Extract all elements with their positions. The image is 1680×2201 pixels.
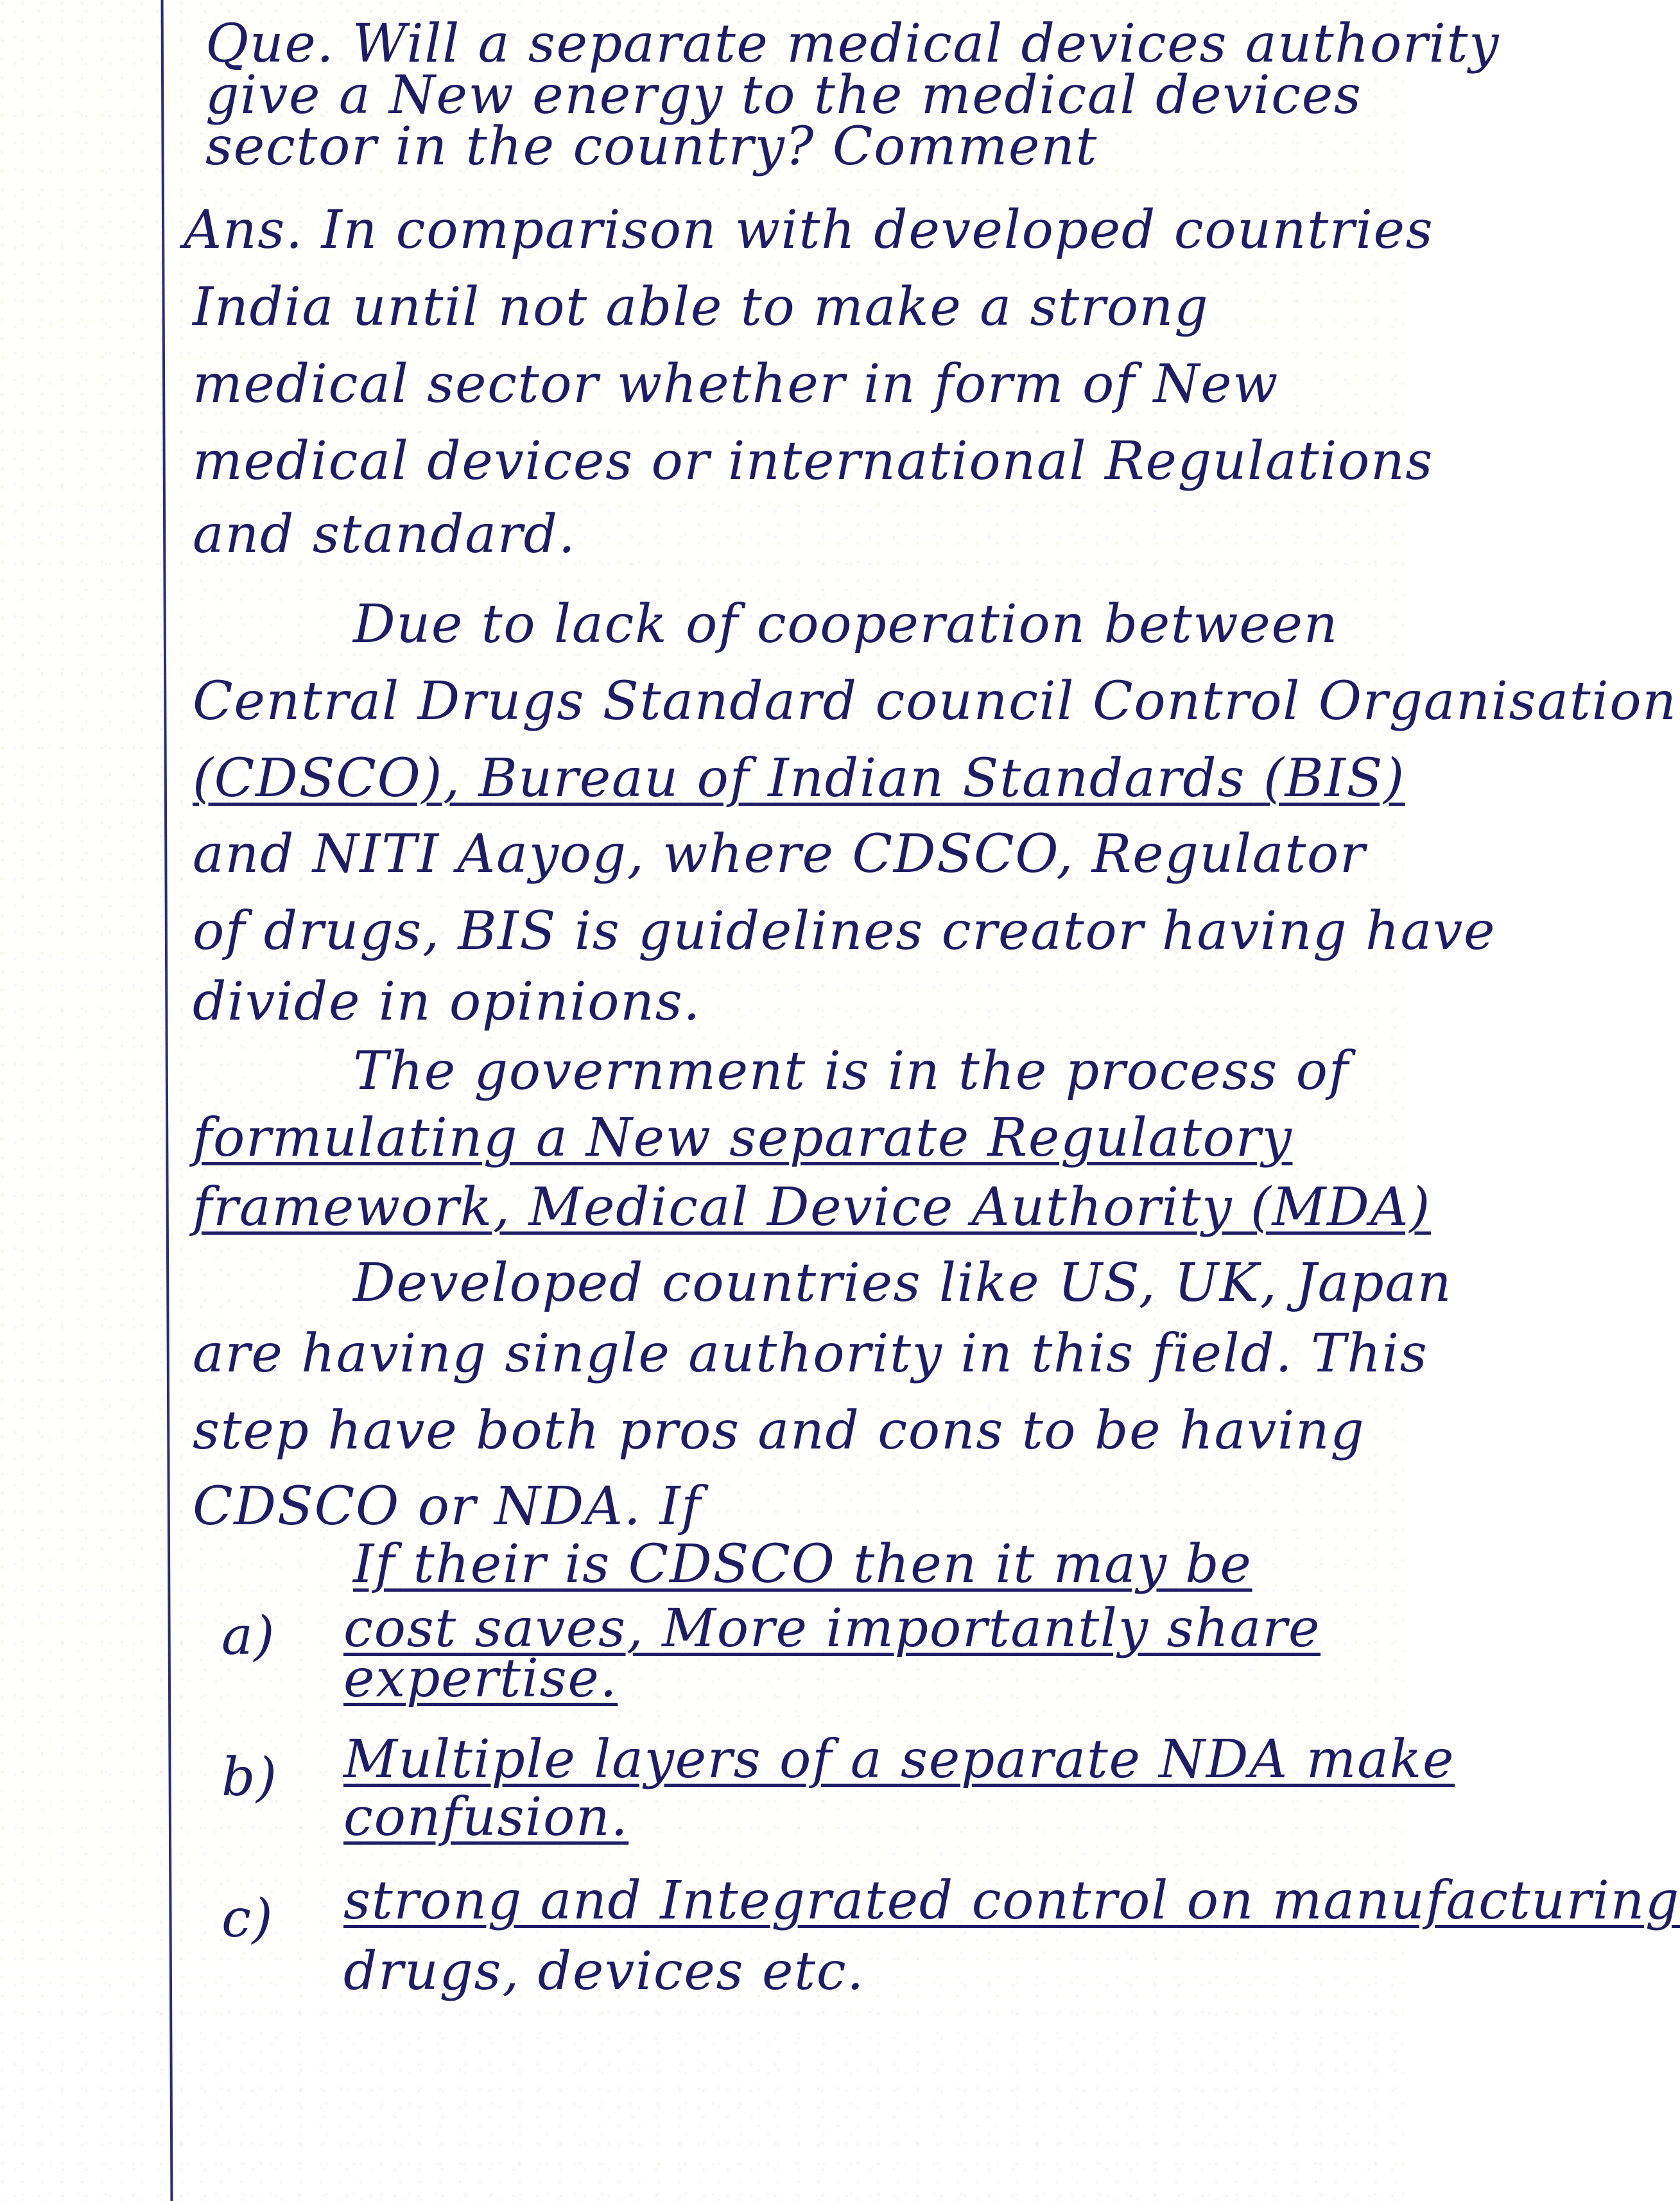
page-margin-line (161, 0, 173, 2201)
paragraph-4-line-3: step have both pros and cons to be having (193, 1400, 1365, 1461)
paragraph-3-line-3: framework, Medical Device Authority (MDA) (193, 1177, 1432, 1238)
paragraph-3-line-2: formulating a New separate Regulatory (193, 1108, 1293, 1169)
paragraph-3-line-1: The government is in the process of (353, 1041, 1349, 1102)
answer-line-5: and standard. (193, 504, 576, 565)
list-item-a-line-1: cost saves, More importantly share (343, 1598, 1321, 1659)
paragraph-4-line-4: CDSCO or NDA. If (193, 1476, 702, 1537)
paragraph-5-line-1: If their is CDSCO then it may be (353, 1534, 1252, 1595)
question-line-3: sector in the country? Comment (205, 116, 1098, 177)
list-item-b-line-1: Multiple layers of a separate NDA make (343, 1729, 1455, 1790)
list-marker-b: b) (221, 1747, 278, 1808)
answer-line-1: Ans. In comparison with developed countries (184, 200, 1434, 261)
answer-line-3: medical sector whether in form of New (193, 354, 1279, 415)
paragraph-2-line-3: (CDSCO), Bureau of Indian Standards (BIS) (193, 748, 1405, 809)
paragraph-2-line-5: of drugs, BIS is guidelines creator having have (193, 901, 1496, 962)
paragraph-2-line-4: and NITI Aayog, where CDSCO, Regulator (193, 824, 1366, 885)
list-item-b-line-2: confusion. (343, 1787, 629, 1848)
answer-line-4: medical devices or international Regulations (193, 431, 1434, 492)
list-item-c-line-2: drugs, devices etc. (343, 1941, 865, 2002)
paragraph-2-line-6: divide in opinions. (193, 971, 702, 1032)
question-line-2: give a New energy to the medical devices (205, 65, 1362, 126)
paragraph-2-line-2: Central Drugs Standard council Control Organisation (193, 671, 1677, 732)
paragraph-4-line-2: are having single authority in this field. This (193, 1323, 1428, 1384)
paragraph-4-line-1: Developed countries like US, UK, Japan (353, 1253, 1453, 1314)
question-line-1: Que. Will a separate medical devices authority (205, 13, 1500, 74)
list-marker-a: a) (221, 1606, 276, 1667)
list-item-c-line-1: strong and Integrated control on manufacturing (343, 1870, 1680, 1931)
paragraph-2-line-1: Due to lack of cooperation between (353, 594, 1339, 655)
list-item-a-line-2: expertise. (343, 1648, 618, 1709)
list-marker-c: c) (221, 1888, 274, 1949)
answer-line-2: India until not able to make a strong (193, 277, 1209, 338)
